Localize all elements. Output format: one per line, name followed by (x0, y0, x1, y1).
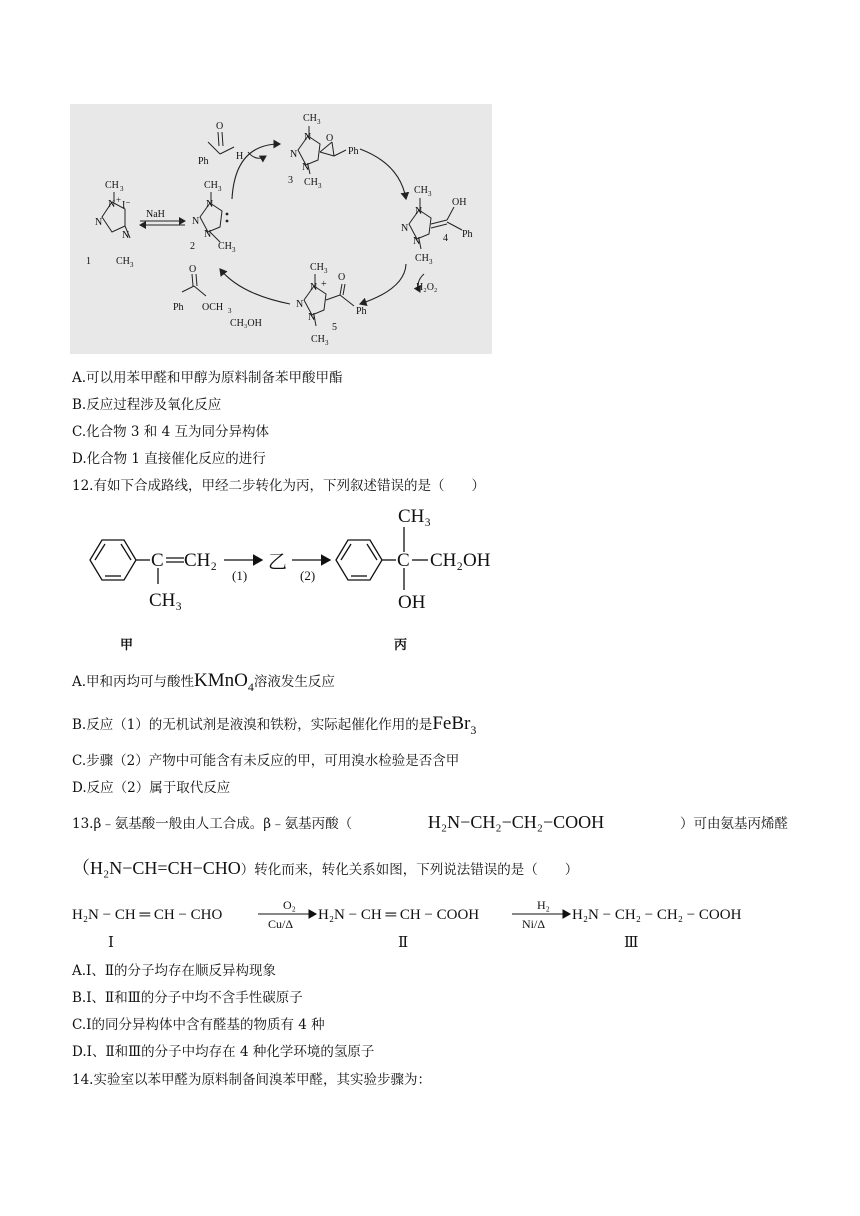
svg-text:N: N (108, 199, 116, 210)
q13-stem-line1: 13.β﹣氨基酸一般由人工合成。β﹣氨基丙酸（ H₂N−CH₂−CH₂−COOH ）可由氨基丙烯醛 (72, 812, 788, 832)
svg-text:+: + (116, 195, 122, 205)
compound-number-5: 5 (332, 322, 337, 333)
svg-text:3: 3 (325, 339, 329, 347)
svg-text:N: N (413, 236, 421, 247)
svg-text:N: N (415, 206, 423, 217)
svg-text:N: N (304, 132, 312, 143)
svg-text:N: N (290, 149, 298, 160)
q13-scheme-svg (72, 895, 772, 957)
label-II: Ⅱ (398, 935, 409, 951)
svg-text:CH₂OH: CH₂OH (430, 550, 491, 571)
svg-text:N: N (310, 282, 318, 293)
svg-text:N: N (204, 229, 212, 240)
svg-text:N: N (401, 223, 409, 234)
svg-text:CH: CH (116, 256, 130, 267)
benzene-ring-jia (90, 540, 158, 584)
svg-text:CH: CH (218, 241, 232, 252)
svg-text:Ph: Ph (356, 306, 367, 317)
q13-conversion-scheme (72, 895, 772, 957)
svg-text:Ph: Ph (462, 229, 473, 240)
svg-text:CH₃: CH₃ (149, 590, 183, 611)
svg-text:3: 3 (324, 267, 328, 275)
svg-text:Ph: Ph (348, 146, 359, 157)
svg-text:N: N (302, 162, 310, 173)
svg-text:3: 3 (228, 307, 232, 315)
q11-option-d[interactable]: D.化合物 1 直接催化反应的进行 (72, 451, 266, 467)
ch3oh-label: CH₃OH (230, 318, 262, 329)
compound-II: H₂N − CH ═ CH − COOH (318, 907, 480, 923)
svg-text:3: 3 (317, 118, 321, 126)
svg-text:H₂: H₂ (537, 898, 550, 912)
q12-synthesis-scheme (78, 502, 518, 652)
catalytic-cycle-figure (70, 104, 492, 354)
compound-number-1: 1 (86, 256, 91, 267)
step-1-label: (1) (232, 568, 248, 583)
q13-option-a[interactable]: A.Ⅰ、Ⅱ的分子均存在顺反异构现象 (72, 963, 277, 979)
svg-text:CH: CH (304, 177, 318, 188)
svg-text:+: + (321, 279, 327, 290)
svg-text:3: 3 (429, 258, 433, 266)
svg-text:OCH: OCH (202, 302, 224, 313)
q11-option-b[interactable]: B.反应过程涉及氧化反应 (72, 397, 222, 413)
compound-number-3: 3 (288, 175, 293, 186)
svg-text:3: 3 (120, 185, 124, 193)
svg-text:Ph: Ph (198, 156, 209, 167)
svg-text:C: C (397, 550, 410, 571)
svg-text:Ni/Δ: Ni/Δ (522, 917, 546, 931)
q12-scheme-svg (78, 502, 518, 652)
svg-text:Cu/Δ: Cu/Δ (268, 917, 294, 931)
svg-text:N: N (95, 217, 103, 228)
svg-text:CH: CH (303, 113, 317, 124)
q11-option-c[interactable]: C.化合物 3 和 4 互为同分异构体 (72, 424, 269, 440)
febr3-formula: FeBr$_3$ (432, 713, 477, 737)
svg-text:OH: OH (398, 592, 426, 613)
benzene-ring-bing (336, 527, 428, 590)
q12-option-c[interactable]: C.步骤（2）产物中可能含有未反应的甲，可用溴水检验是否含甲 (72, 753, 460, 769)
svg-text:O: O (216, 121, 224, 132)
intermediate-yi: 乙 (268, 552, 288, 573)
iodide: I⁻ (122, 200, 131, 211)
q12-option-a[interactable]: A.甲和丙均可与酸性KMnO$_4$溶液发生反应 (72, 670, 335, 694)
svg-text:Ph: Ph (173, 302, 184, 313)
kmno4-formula: KMnO$_4$ (194, 670, 254, 694)
c1-ch3: CH (105, 180, 119, 191)
svg-text:CH: CH (310, 262, 324, 273)
beta-alanine-formula: H₂N−CH₂−CH₂−COOH (427, 812, 605, 832)
q11-option-a[interactable]: A.可以用苯甲醛和甲醇为原料制备苯甲酸甲酯 (72, 370, 343, 386)
compound-I: H₂N − CH ═ CH − CHO (72, 907, 223, 923)
label-III: Ⅲ (624, 935, 639, 951)
svg-text:N: N (192, 216, 200, 227)
svg-text:3: 3 (428, 190, 432, 198)
svg-text:O₂: O₂ (283, 898, 296, 912)
q13-option-d[interactable]: D.Ⅰ、Ⅱ和Ⅲ的分子中均存在 4 种化学环境的氢原子 (72, 1044, 375, 1060)
svg-text:3: 3 (232, 246, 236, 254)
q14-stem: 14.实验室以苯甲醛为原料制备间溴苯甲醛，其实验步骤为： (72, 1072, 431, 1088)
svg-text:3: 3 (130, 261, 134, 269)
svg-text:O: O (189, 264, 197, 275)
aminoacrolein-formula: （H₂N−CH=CH−CHO (72, 858, 241, 878)
svg-text:3: 3 (218, 185, 222, 193)
svg-text:N: N (206, 199, 214, 210)
q12-option-b[interactable]: B.反应（1）的无机试剂是液溴和铁粉，实际起催化作用的是FeBr$_3$ (72, 713, 477, 737)
svg-text:N: N (308, 312, 316, 323)
svg-text:CH: CH (414, 185, 428, 196)
q13-option-c[interactable]: C.Ⅰ的同分异构体中含有醛基的物质有 4 种 (72, 1017, 325, 1033)
catalytic-cycle-svg (70, 104, 492, 354)
q12-stem: 12.有如下合成路线，甲经二步转化为丙，下列叙述错误的是（ ） (72, 478, 485, 494)
label-bing: 丙 (394, 637, 408, 652)
h2o2-label: H₂O₂ (416, 282, 438, 293)
compound-III: H₂N − CH₂ − CH₂ − COOH (572, 907, 742, 923)
svg-text:O: O (338, 272, 346, 283)
svg-text:C: C (151, 550, 164, 571)
svg-text:CH: CH (204, 180, 218, 191)
svg-text:OH: OH (452, 197, 467, 208)
label-I: Ⅰ (108, 935, 114, 951)
q12-option-d[interactable]: D.反应（2）属于取代反应 (72, 780, 231, 796)
step-2-label: (2) (300, 568, 316, 583)
compound-number-2: 2 (190, 241, 195, 252)
compound-number-4: 4 (443, 233, 448, 244)
svg-text:3: 3 (318, 182, 322, 190)
svg-text:O: O (326, 133, 334, 144)
q13-option-b[interactable]: B.Ⅰ、Ⅱ和Ⅲ的分子中均不含手性碳原子 (72, 990, 303, 1006)
svg-text:CH: CH (415, 253, 429, 264)
svg-text:CH: CH (311, 334, 325, 345)
label-jia: 甲 (120, 637, 134, 652)
svg-text:N: N (296, 299, 304, 310)
nah-label: NaH (146, 209, 165, 220)
svg-text:CH₂: CH₂ (184, 550, 218, 571)
svg-text:CH₃: CH₃ (398, 506, 432, 527)
svg-text:N: N (122, 230, 130, 241)
figure-background (70, 104, 492, 354)
q13-stem-line2: （H₂N−CH=CH−CHO）转化而来，转化关系如图，下列说法错误的是（ ） (72, 858, 579, 878)
svg-text:H: H (236, 151, 244, 162)
